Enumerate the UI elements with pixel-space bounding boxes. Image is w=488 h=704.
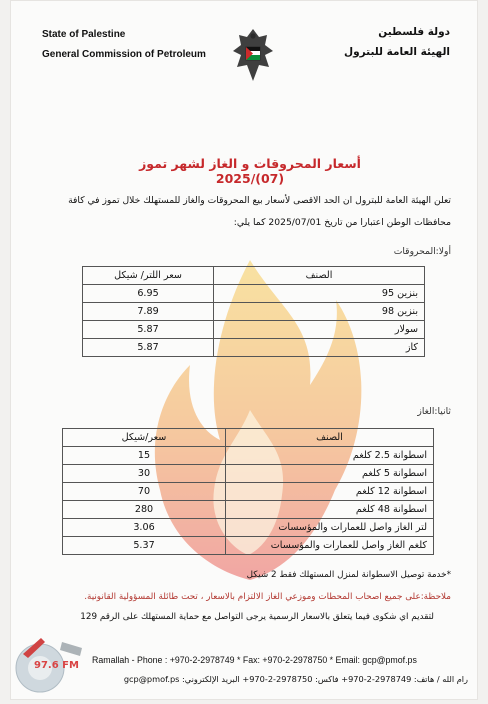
fuel-table — [82, 266, 425, 357]
fuel-table-header-row — [83, 267, 425, 285]
section-gas-label: ثانيا:الغاز — [417, 406, 451, 417]
fuel-price: 6.95 — [83, 285, 214, 303]
fuel-name: كاز — [214, 339, 425, 357]
fuel-name: بنزين 98 — [214, 303, 425, 321]
gas-name: اسطوانة 48 كلغم — [226, 501, 434, 519]
header-left-line2: General Commission of Petroleum — [42, 49, 206, 60]
table-row — [63, 465, 434, 483]
intro-paragraph: تعلن الهيئة العامة للبترول ان الحد الاقصى لأسعار بيع المحروقات والغاز للمستهلك خلال تموز في كافة محافظات الوطن اعتبارا من تاريخ 2025/07/01 كما يلي: — [68, 195, 451, 228]
gas-table-header-row — [63, 429, 434, 447]
gas-name: لتر الغاز واصل للعمارات والمؤسسات — [226, 519, 434, 537]
palestine-eagle-emblem-icon — [231, 25, 275, 85]
header-left-line1: State of Palestine — [42, 29, 126, 40]
gas-price: 70 — [63, 483, 226, 501]
header-left — [42, 25, 232, 65]
delivery-note: *خدمة توصيل الاسطوانة لمنزل المستهلك فقط 2 شيكل — [246, 570, 451, 580]
contact-line-english: Ramallah - Phone : +970-2-2978749 * Fax: +970-2-2978750 * Email: gcp@pmof.ps — [92, 655, 417, 665]
contact-line-arabic: رام الله / هاتف: 2978749-2-970+ فاكس: 2978750-2-970+ البريد الإلكتروني: gcp@pmof.ps — [123, 674, 468, 684]
table-row — [83, 303, 425, 321]
table-row — [63, 537, 434, 555]
gas-table-header-item: الصنف — [226, 429, 434, 447]
gas-name: اسطوانة 2.5 كلغم — [226, 447, 434, 465]
table-row — [83, 285, 425, 303]
gas-table-header-price: سعر/شيكل — [63, 429, 226, 447]
table-row — [63, 483, 434, 501]
gas-name: اسطوانة 12 كلغم — [226, 483, 434, 501]
fuel-price: 5.87 — [83, 321, 214, 339]
gas-price: 280 — [63, 501, 226, 519]
fuel-price: 7.89 — [83, 303, 214, 321]
table-row — [63, 447, 434, 465]
gas-name: كلغم الغاز واصل للعمارات والمؤسسات — [226, 537, 434, 555]
fuel-price: 5.87 — [83, 339, 214, 357]
table-row — [63, 519, 434, 537]
gas-price: 30 — [63, 465, 226, 483]
header-right-line2: الهيئة العامة للبترول — [344, 46, 450, 58]
fuel-table-header-item: الصنف — [214, 267, 425, 285]
complaint-note: لتقديم اي شكوى فيما يتعلق بالاسعار الرسمية يرجى التواصل مع حماية المستهلك على الرقم 129 — [80, 612, 434, 622]
page-title: أسعار المحروقات و الغاز لشهر تموز (07)/2025 — [139, 156, 361, 186]
radio-logo-text: 97.6 FM — [34, 660, 79, 671]
fuel-name: سولار — [214, 321, 425, 339]
table-row — [83, 321, 425, 339]
header-right — [300, 22, 450, 62]
compliance-note: ملاحظة:على جميع اصحاب المحطات وموزعي الغاز الالتزام بالاسعار ، تحت طائلة المسؤولية القانونية. — [84, 592, 451, 602]
gas-price: 3.06 — [63, 519, 226, 537]
header-right-line1: دولة فلسطين — [378, 26, 450, 38]
fuel-table-header-price: سعر اللتر/ شيكل — [83, 267, 214, 285]
fuel-name: بنزين 95 — [214, 285, 425, 303]
table-row — [83, 339, 425, 357]
gas-price: 15 — [63, 447, 226, 465]
gas-table — [62, 428, 434, 555]
section-fuel-label: أولا:المحروقات — [393, 246, 451, 257]
table-row — [63, 501, 434, 519]
gas-price: 5.37 — [63, 537, 226, 555]
radio-logo — [10, 620, 100, 700]
document-page — [10, 0, 478, 700]
gas-name: اسطوانة 5 كلغم — [226, 465, 434, 483]
